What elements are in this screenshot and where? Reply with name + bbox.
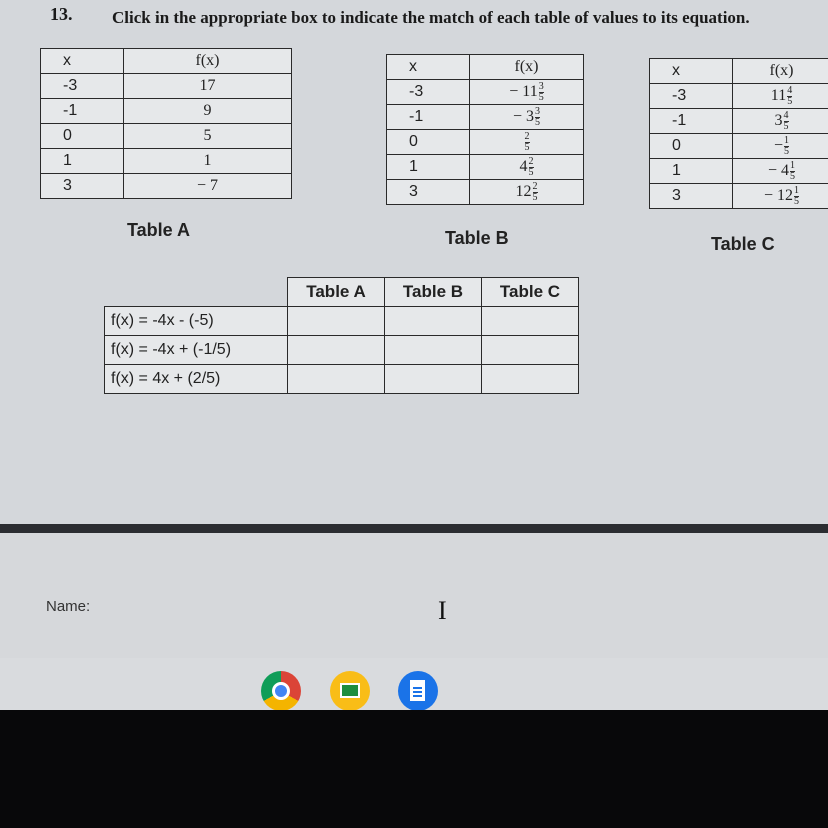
- grid-header-table-a: Table A: [288, 278, 385, 307]
- match-box-eq1-table-b[interactable]: [385, 307, 482, 336]
- table-cell: − 4 $\frac{1}{5}$: [733, 159, 828, 184]
- match-box-eq2-table-a[interactable]: [288, 336, 385, 365]
- table-b-header-fx: f(x): [470, 55, 584, 80]
- table-cell: 9: [124, 99, 292, 124]
- match-box-eq2-table-c[interactable]: [482, 336, 579, 365]
- question-number: 13.: [50, 4, 73, 24]
- table-cell: 3: [41, 174, 124, 199]
- grid-header-table-b: Table B: [385, 278, 482, 307]
- table-cell: 11 $\frac{4}{5}$: [733, 84, 828, 109]
- name-label: Name:: [46, 598, 91, 615]
- equation-2: f(x) = -4x + (-1/5): [105, 336, 288, 365]
- table-cell: 17: [124, 74, 292, 99]
- classroom-icon-board: [340, 683, 360, 698]
- classroom-icon[interactable]: [330, 671, 370, 710]
- table-b-header-x: x: [387, 55, 470, 80]
- table-cell: − 11 $\frac{3}{5}$: [470, 80, 584, 105]
- table-cell: 3: [650, 184, 733, 209]
- next-page: [0, 533, 828, 658]
- table-cell: $\frac{2}{5}$: [470, 130, 584, 155]
- table-cell: 0: [41, 124, 124, 149]
- chrome-icon-center: [272, 682, 290, 700]
- table-cell: 4 $\frac{2}{5}$: [470, 155, 584, 180]
- table-b: [386, 54, 584, 205]
- grid-corner: [105, 278, 288, 307]
- match-box-eq2-table-b[interactable]: [385, 336, 482, 365]
- table-cell: 12 $\frac{2}{5}$: [470, 180, 584, 205]
- table-cell: 0: [387, 130, 470, 155]
- table-c-header-fx: f(x): [733, 59, 828, 84]
- chrome-icon[interactable]: [261, 671, 301, 710]
- table-cell: -1: [41, 99, 124, 124]
- table-cell: 1: [650, 159, 733, 184]
- table-b-caption: Table B: [445, 228, 509, 248]
- table-cell: -3: [650, 84, 733, 109]
- table-cell: 1: [124, 149, 292, 174]
- table-cell: − 7: [124, 174, 292, 199]
- question-text: Click in the appropriate box to indicate the match of each table of values to its equation.: [112, 8, 750, 27]
- match-box-eq3-table-c[interactable]: [482, 365, 579, 394]
- table-cell: -3: [387, 80, 470, 105]
- table-a-caption: Table A: [127, 220, 191, 240]
- table-c-caption: Table C: [711, 234, 775, 254]
- text-cursor-icon: I: [438, 596, 447, 625]
- table-cell: 5: [124, 124, 292, 149]
- table-c-header-x: x: [650, 59, 733, 84]
- table-cell: − $\frac{1}{5}$: [733, 134, 828, 159]
- table-cell: -1: [650, 109, 733, 134]
- table-cell: 1: [41, 149, 124, 174]
- match-box-eq3-table-a[interactable]: [288, 365, 385, 394]
- table-a-header-fx: f(x): [124, 49, 292, 74]
- table-cell: − 3 $\frac{3}{5}$: [470, 105, 584, 130]
- equation-1: f(x) = -4x - (-5): [105, 307, 288, 336]
- table-cell: 3 $\frac{4}{5}$: [733, 109, 828, 134]
- grid-header-table-c: Table C: [482, 278, 579, 307]
- table-cell: − 12 $\frac{1}{5}$: [733, 184, 828, 209]
- table-a-header-x: x: [41, 49, 124, 74]
- matching-grid: [104, 277, 579, 394]
- equation-3: f(x) = 4x + (2/5): [105, 365, 288, 394]
- table-cell: 0: [650, 134, 733, 159]
- docs-icon[interactable]: [398, 671, 438, 710]
- table-c: [649, 58, 828, 209]
- screen-bezel: [0, 710, 828, 828]
- page-divider: [0, 524, 828, 533]
- table-cell: 1: [387, 155, 470, 180]
- match-box-eq1-table-a[interactable]: [288, 307, 385, 336]
- table-a: [40, 48, 292, 199]
- table-cell: -1: [387, 105, 470, 130]
- docs-icon-page: [410, 680, 425, 701]
- table-cell: 3: [387, 180, 470, 205]
- table-cell: -3: [41, 74, 124, 99]
- match-box-eq3-table-b[interactable]: [385, 365, 482, 394]
- match-box-eq1-table-c[interactable]: [482, 307, 579, 336]
